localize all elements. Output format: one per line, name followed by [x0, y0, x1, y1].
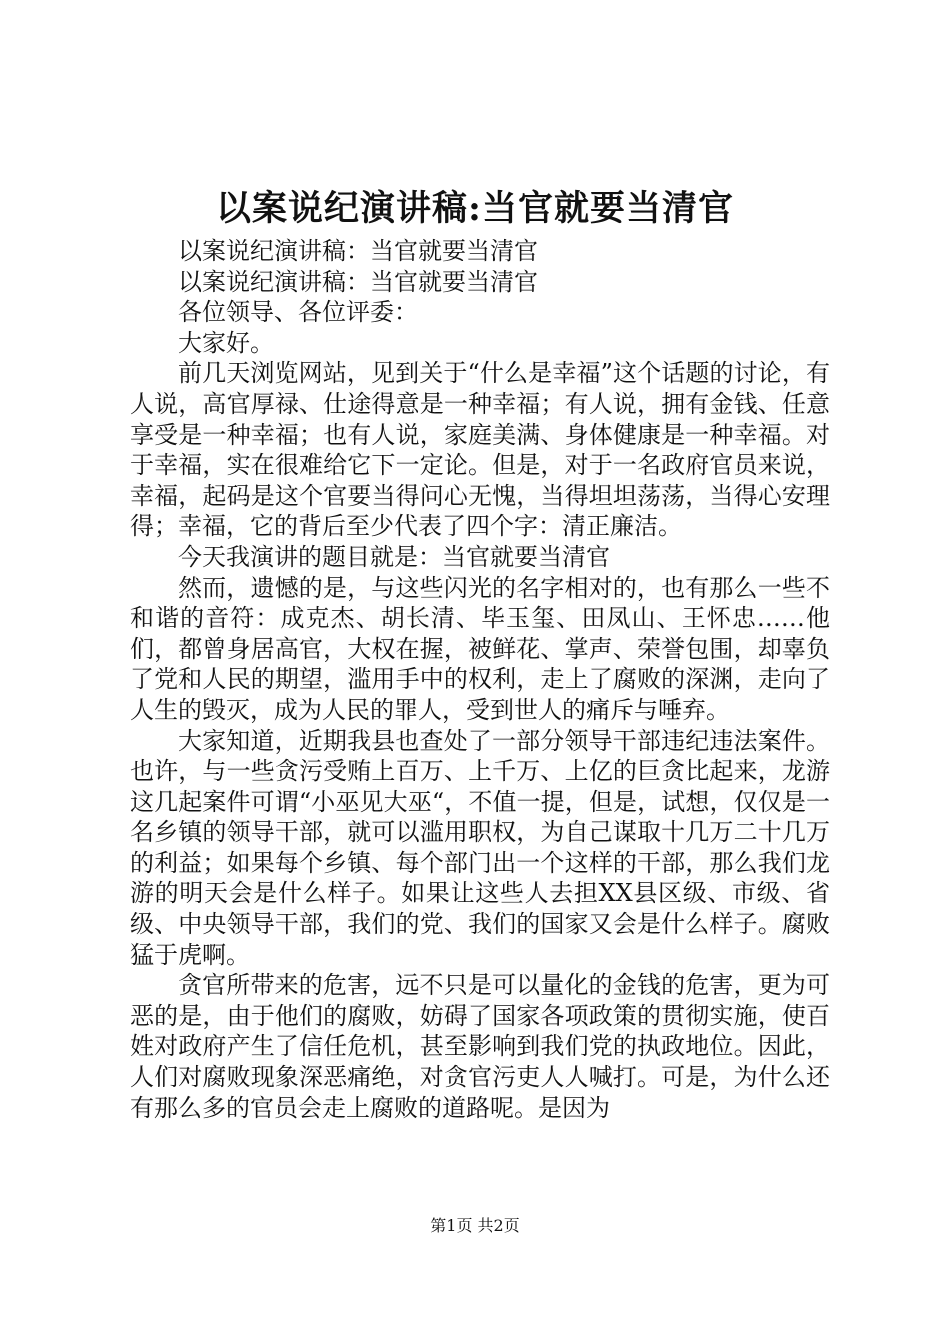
paragraph-happiness: 前几天浏览网站，见到关于“什么是幸福”这个话题的讨论，有人说，高官厚禄、仕途得意是一种幸福；有人说，拥有金钱、任意享受是一种幸福；也有人说，家庭美满、身体健康是一种幸福。对于幸福，实在很难给它下一定论。但是，对于一名政府官员来说，幸福，起码是这个官要当得问心无愧，当得坦坦荡荡，当得心安理得；幸福，它的背后至少代表了四个字：清正廉洁。 [130, 359, 830, 541]
paragraph-subtitle-2: 以案说纪演讲稿：当官就要当清官 [178, 267, 538, 296]
page-footer [0, 1214, 950, 1238]
document-title: 以案说纪演讲稿:当官就要当清官 [216, 188, 734, 229]
paragraph-greeting: 大家好。 [178, 328, 274, 357]
document-body [130, 236, 830, 1123]
paragraph-harm: 贪官所带来的危害，远不只是可以量化的金钱的危害，更为可恶的是，由于他们的腐败，妨碍了国家各项政策的贯彻实施，使百姓对政府产生了信任危机，甚至影响到我们党的执政地位。因此，人们对腐败现象深恶痛绝，对贪官污吏人人喊打。可是，为什么还有那么多的官员会走上腐败的道路呢。是因为 [130, 971, 830, 1122]
page-total: 共2页 [477, 1216, 520, 1235]
paragraph-subtitle-1: 以案说纪演讲稿：当官就要当清官 [178, 237, 538, 265]
paragraph-salutation: 各位领导、各位评委： [178, 298, 418, 327]
paragraph-topic: 今天我演讲的题目就是：当官就要当清官 [178, 542, 610, 571]
page-number: 第1页 [430, 1216, 473, 1235]
paragraph-corrupt-officials: 然而，遗憾的是，与这些闪光的名字相对的，也有那么一些不和谐的音符：成克杰、胡长清、毕玉玺、田凤山、王怀忠……他们，都曾身居高官，大权在握，被鲜花、掌声、荣誉包围，却辜负了党和人民的期望，滥用手中的权利，走上了腐败的深渊，走向了人生的毁灭，成为人民的罪人，受到世人的痛斥与唾弃。 [130, 573, 830, 724]
paragraph-local-cases: 大家知道，近期我县也查处了一部分领导干部违纪违法案件。也许，与一些贪污受贿上百万、上千万、上亿的巨贪比起来，龙游这几起案件可谓“小巫见大巫“，不值一提，但是，试想，仅仅是一名乡镇的领导干部，就可以滥用职权，为自己谋取十几万二十几万的利益；如果每个乡镇、每个部门出一个这样的干部，那么我们龙游的明天会是什么样子。如果让这些人去担XX县区级、市级、省级、中央领导干部，我们的党、我们的国家又会是什么样子。腐败猛于虎啊。 [130, 726, 830, 969]
